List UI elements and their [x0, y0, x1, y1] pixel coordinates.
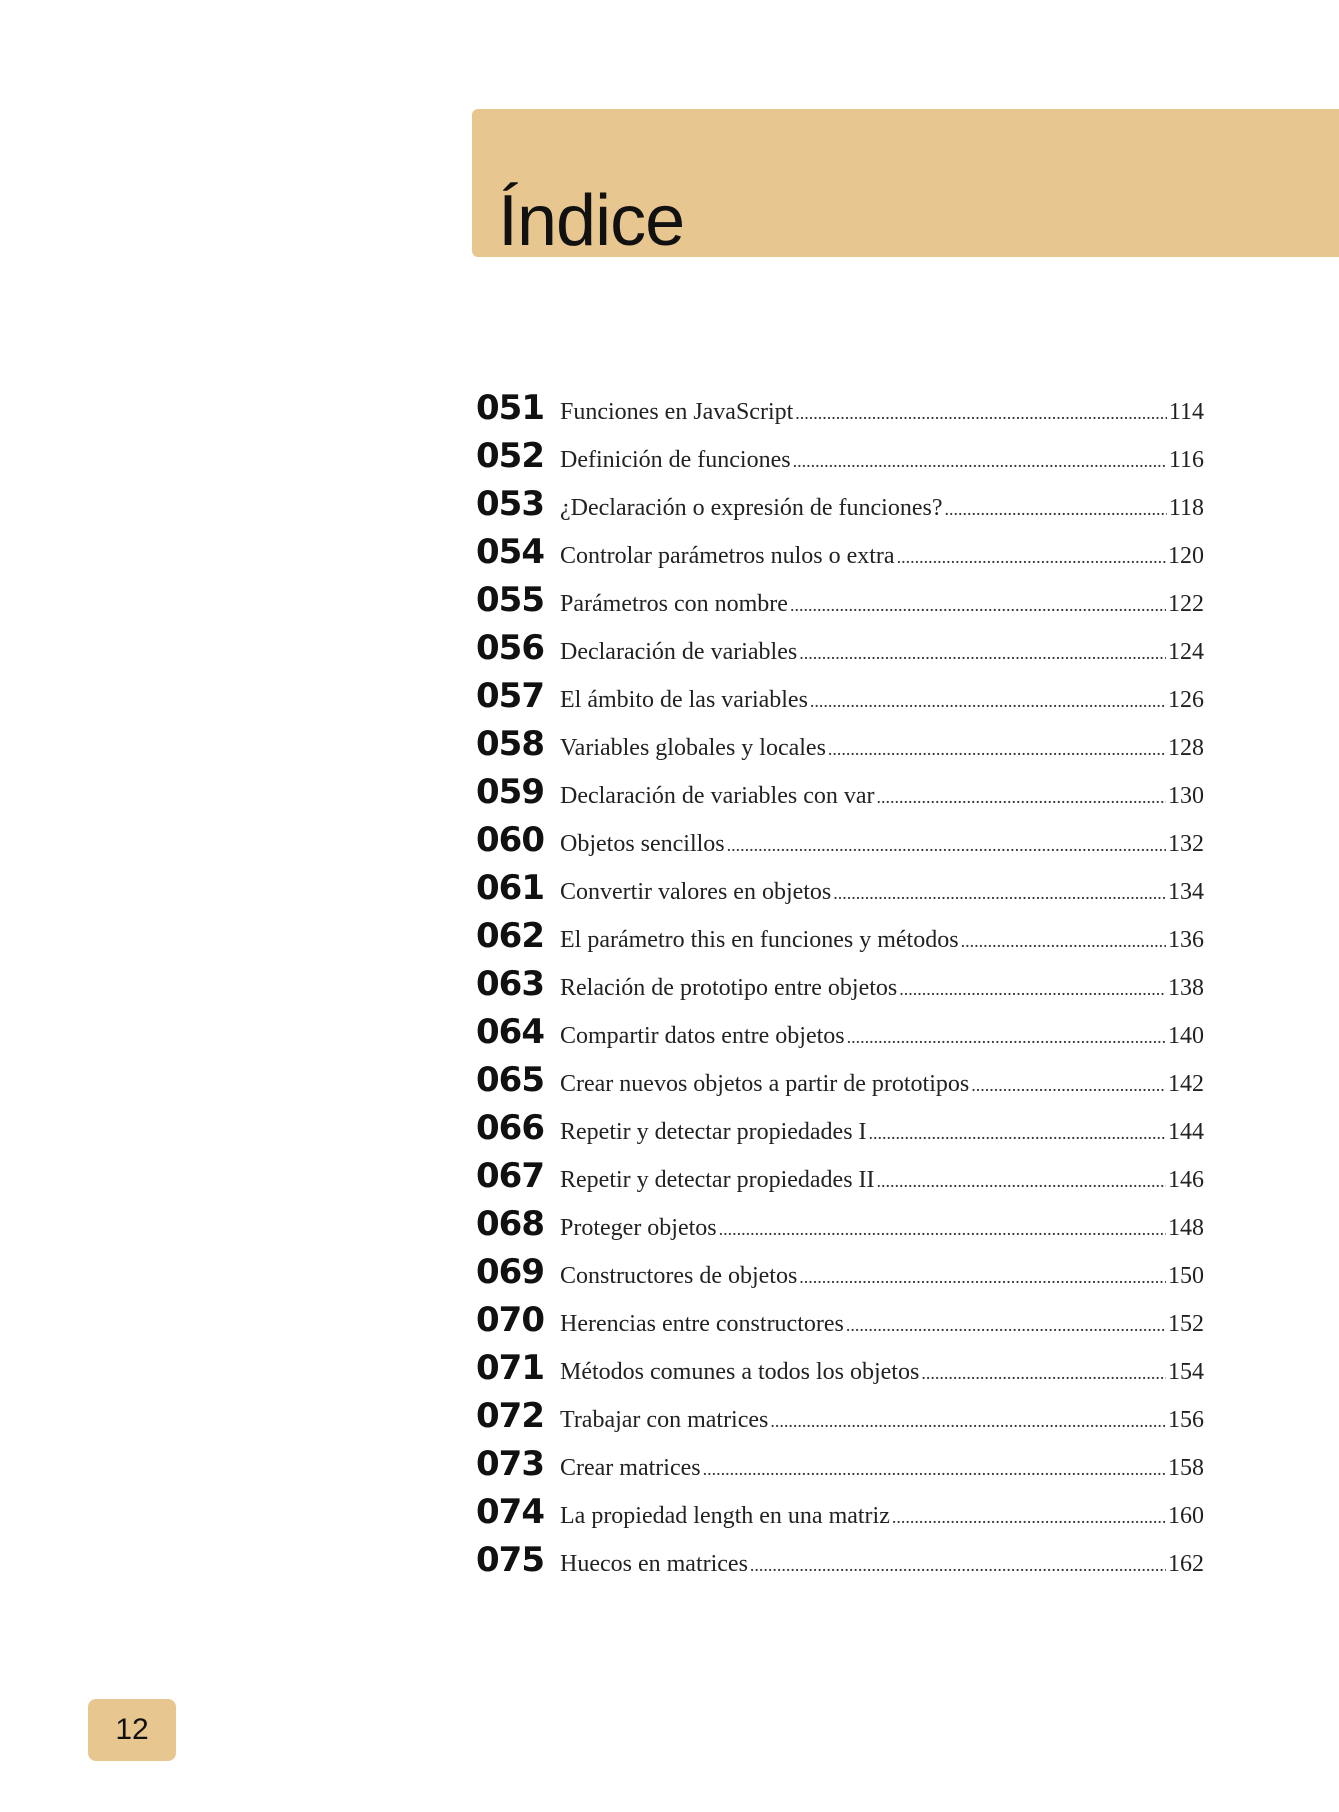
toc-entry[interactable] — [476, 580, 1204, 628]
toc-entry[interactable] — [476, 1492, 1204, 1540]
toc-entry-title: Trabajar con matrices — [560, 1407, 769, 1433]
toc-entry-title: Relación de prototipo entre objetos — [560, 975, 898, 1001]
dot-leader — [795, 399, 1167, 426]
toc-entry-page: 118 — [1168, 495, 1204, 521]
toc-entry-title: La propiedad length en una matriz — [560, 1503, 890, 1529]
toc-entry-title: Repetir y detectar propiedades I — [560, 1119, 867, 1145]
dot-leader — [961, 927, 1166, 954]
dot-leader — [921, 1359, 1166, 1386]
toc-entry-title: Herencias entre constructores — [560, 1311, 844, 1337]
toc-entry-title: Declaración de variables con var — [560, 783, 875, 809]
toc-entry-page: 128 — [1168, 735, 1204, 761]
dot-leader — [833, 879, 1166, 906]
page-title: Índice — [498, 181, 685, 261]
toc-entry-page: 120 — [1168, 543, 1204, 569]
toc-entry-page: 122 — [1168, 591, 1204, 617]
toc-entry-page: 126 — [1168, 687, 1204, 713]
toc-entry-title: Declaración de variables — [560, 639, 798, 665]
toc-entry-number: 051 — [476, 388, 544, 428]
toc-entry[interactable] — [476, 1060, 1204, 1108]
page-number-badge — [88, 1699, 176, 1761]
toc-entry-number: 067 — [476, 1156, 544, 1196]
toc-entry-page: 150 — [1168, 1263, 1204, 1289]
toc-entry[interactable] — [476, 436, 1204, 484]
toc-entry-title: Repetir y detectar propiedades II — [560, 1167, 875, 1193]
toc-entry-title: Crear nuevos objetos a partir de prototipos — [560, 1071, 970, 1097]
toc-entry-number: 066 — [476, 1108, 544, 1148]
toc-entry-number: 075 — [476, 1540, 544, 1580]
dot-leader — [793, 447, 1167, 474]
title-banner — [472, 109, 1339, 261]
toc-entry[interactable] — [476, 532, 1204, 580]
toc-entry-page: 148 — [1168, 1215, 1204, 1241]
toc-entry-title: Métodos comunes a todos los objetos — [560, 1359, 920, 1385]
toc-entry-title: Convertir valores en objetos — [560, 879, 832, 905]
toc-entry[interactable] — [476, 964, 1204, 1012]
toc-entry[interactable] — [476, 1012, 1204, 1060]
toc-entry-page: 134 — [1168, 879, 1204, 905]
toc-entry[interactable] — [476, 628, 1204, 676]
toc-entry-number: 057 — [476, 676, 544, 716]
toc-entry[interactable] — [476, 1252, 1204, 1300]
toc-entry-page: 132 — [1168, 831, 1204, 857]
dot-leader — [799, 1263, 1166, 1290]
toc-entry-page: 114 — [1168, 399, 1204, 425]
toc-entry-page: 116 — [1168, 447, 1204, 473]
dot-leader — [727, 831, 1166, 858]
dot-leader — [703, 1455, 1166, 1482]
toc-entry[interactable] — [476, 676, 1204, 724]
dot-leader — [847, 1023, 1166, 1050]
toc-entry-title: Definición de funciones — [560, 447, 791, 473]
toc-entry-title: ¿Declaración o expresión de funciones? — [560, 495, 943, 521]
toc-entry-title: El ámbito de las variables — [560, 687, 808, 713]
dot-leader — [799, 639, 1166, 666]
dot-leader — [790, 591, 1166, 618]
toc-entry-number: 069 — [476, 1252, 544, 1292]
toc-entry[interactable] — [476, 1108, 1204, 1156]
dot-leader — [810, 687, 1166, 714]
dot-leader — [846, 1311, 1166, 1338]
toc-entry-title: Funciones en JavaScript — [560, 399, 794, 425]
dot-leader — [892, 1503, 1166, 1530]
toc-entry[interactable] — [476, 1156, 1204, 1204]
toc-entry[interactable] — [476, 1300, 1204, 1348]
toc-entry-title: Objetos sencillos — [560, 831, 725, 857]
toc-entry-page: 124 — [1168, 639, 1204, 665]
toc-entry-number: 072 — [476, 1396, 544, 1436]
toc-entry-page: 146 — [1168, 1167, 1204, 1193]
toc-entry[interactable] — [476, 916, 1204, 964]
toc-entry-title: Parámetros con nombre — [560, 591, 788, 617]
toc-entry-number: 058 — [476, 724, 544, 764]
toc-entry-number: 068 — [476, 1204, 544, 1244]
dot-leader — [770, 1407, 1166, 1434]
toc-entry[interactable] — [476, 1396, 1204, 1444]
toc-entry[interactable] — [476, 484, 1204, 532]
toc-entry-page: 142 — [1168, 1071, 1204, 1097]
toc-entry-number: 053 — [476, 484, 544, 524]
toc-entry-number: 074 — [476, 1492, 544, 1532]
toc-entry-number: 070 — [476, 1300, 544, 1340]
dot-leader — [750, 1551, 1166, 1578]
toc-entry[interactable] — [476, 1204, 1204, 1252]
toc-entry-title: El parámetro this en funciones y métodos — [560, 927, 959, 953]
toc-entry-number: 064 — [476, 1012, 544, 1052]
dot-leader — [719, 1215, 1166, 1242]
page-number: 12 — [115, 1713, 149, 1746]
toc-entry-page: 140 — [1168, 1023, 1204, 1049]
dot-leader — [899, 975, 1166, 1002]
toc-entry-number: 065 — [476, 1060, 544, 1100]
toc-entry[interactable] — [476, 388, 1204, 436]
dot-leader — [877, 1167, 1166, 1194]
toc-entry-title: Compartir datos entre objetos — [560, 1023, 845, 1049]
toc-entry-page: 136 — [1168, 927, 1204, 953]
toc-entry-page: 162 — [1168, 1551, 1204, 1577]
toc-entry-number: 060 — [476, 820, 544, 860]
toc-entry-number: 052 — [476, 436, 544, 476]
toc-entry[interactable] — [476, 820, 1204, 868]
dot-leader — [945, 495, 1167, 522]
toc-entry-number: 054 — [476, 532, 544, 572]
toc-entry-title: Huecos en matrices — [560, 1551, 748, 1577]
toc-entry-page: 138 — [1168, 975, 1204, 1001]
toc-entry-number: 061 — [476, 868, 544, 908]
dot-leader — [828, 735, 1166, 762]
toc-entry-number: 059 — [476, 772, 544, 812]
toc-entry-title: Variables globales y locales — [560, 735, 826, 761]
toc-entry-title: Proteger objetos — [560, 1215, 717, 1241]
toc-entry-page: 156 — [1168, 1407, 1204, 1433]
toc-entry[interactable] — [476, 724, 1204, 772]
toc-entry[interactable] — [476, 772, 1204, 820]
toc-entry-page: 152 — [1168, 1311, 1204, 1337]
toc-entry-title: Crear matrices — [560, 1455, 701, 1481]
toc-entry-number: 063 — [476, 964, 544, 1004]
toc-entry-page: 160 — [1168, 1503, 1204, 1529]
toc-entry-number: 071 — [476, 1348, 544, 1388]
toc-entry-number: 073 — [476, 1444, 544, 1484]
dot-leader — [971, 1071, 1166, 1098]
toc-entry-number: 056 — [476, 628, 544, 668]
toc-entry[interactable] — [476, 868, 1204, 916]
toc-entry-number: 055 — [476, 580, 544, 620]
toc-entry-number: 062 — [476, 916, 544, 956]
toc-entry-page: 130 — [1168, 783, 1204, 809]
toc-entry-page: 154 — [1168, 1359, 1204, 1385]
dot-leader — [897, 543, 1166, 570]
toc-entry[interactable] — [476, 1444, 1204, 1492]
toc-entry-title: Controlar parámetros nulos o extra — [560, 543, 895, 569]
toc-entry-page: 144 — [1168, 1119, 1204, 1145]
table-of-contents — [476, 388, 1204, 1588]
dot-leader — [869, 1119, 1166, 1146]
toc-entry-page: 158 — [1168, 1455, 1204, 1481]
toc-entry[interactable] — [476, 1540, 1204, 1588]
toc-entry[interactable] — [476, 1348, 1204, 1396]
dot-leader — [877, 783, 1167, 810]
toc-entry-title: Constructores de objetos — [560, 1263, 798, 1289]
